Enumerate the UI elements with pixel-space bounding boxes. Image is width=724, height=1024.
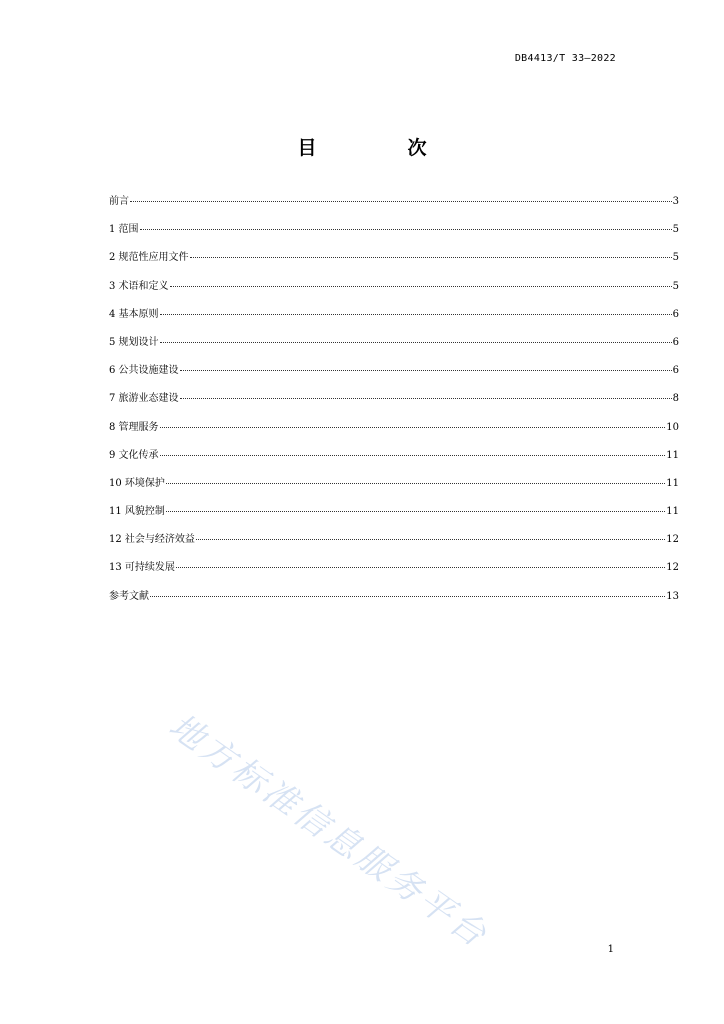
- toc-entry-page: 11: [666, 449, 679, 461]
- toc-entry-page: 5: [672, 252, 679, 264]
- toc-entry[interactable]: [109, 419, 679, 447]
- toc-entry-page: 3: [672, 196, 679, 207]
- toc-entry-label: 7 旅游业态建设: [109, 393, 179, 405]
- toc-entry[interactable]: [109, 249, 679, 277]
- toc-entry-label: 11 风貌控制: [109, 506, 165, 518]
- toc-entry[interactable]: [109, 221, 679, 249]
- toc-leader-dots: [140, 221, 672, 230]
- toc-entry[interactable]: [109, 390, 679, 418]
- toc-leader-dots: [166, 503, 665, 512]
- toc-entry-label: 5 规划设计: [109, 336, 159, 348]
- toc-leader-dots: [180, 390, 672, 399]
- toc-entry-page: 10: [666, 421, 679, 433]
- toc-entry-label: 13 可持续发展: [109, 562, 175, 574]
- toc-entry[interactable]: [109, 503, 679, 531]
- toc-entry-page: 5: [672, 280, 679, 292]
- toc-leader-dots: [196, 531, 665, 540]
- toc-entry-label: 9 文化传承: [109, 449, 159, 461]
- toc-leader-dots: [150, 588, 665, 597]
- toc-entry-page: 6: [672, 308, 679, 320]
- toc-entry-page: 13: [666, 590, 679, 602]
- toc-entry[interactable]: [109, 531, 679, 559]
- toc-entry-label: 前言: [109, 196, 129, 207]
- toc-leader-dots: [160, 306, 672, 315]
- table-of-contents: [109, 193, 679, 616]
- toc-entry-page: 12: [666, 534, 679, 546]
- toc-leader-dots: [130, 193, 672, 202]
- toc-entry-page: 12: [666, 562, 679, 574]
- toc-entry[interactable]: [109, 475, 679, 503]
- toc-entry-label: 8 管理服务: [109, 421, 159, 433]
- toc-entry[interactable]: [109, 278, 679, 306]
- toc-leader-dots: [166, 475, 665, 484]
- toc-leader-dots: [160, 419, 666, 428]
- toc-entry[interactable]: [109, 447, 679, 475]
- toc-leader-dots: [160, 334, 672, 343]
- toc-entry-page: 6: [672, 336, 679, 348]
- toc-entry[interactable]: [109, 362, 679, 390]
- toc-entry-label: 2 规范性应用文件: [109, 252, 189, 264]
- watermark: 地方标准信息服务平台: [161, 705, 496, 957]
- toc-entry-page: 8: [672, 393, 679, 405]
- toc-entry-label: 12 社会与经济效益: [109, 534, 195, 546]
- page-number: 1: [607, 944, 614, 955]
- toc-leader-dots: [176, 559, 665, 568]
- toc-entry-page: 5: [672, 224, 679, 236]
- toc-entry-label: 4 基本原则: [109, 308, 159, 320]
- toc-entry[interactable]: [109, 559, 679, 587]
- toc-entry[interactable]: [109, 193, 679, 221]
- toc-entry-label: 3 术语和定义: [109, 280, 169, 292]
- toc-title: 目 次: [297, 137, 463, 159]
- toc-entry[interactable]: [109, 334, 679, 362]
- toc-entry-page: 6: [672, 365, 679, 377]
- toc-entry[interactable]: [109, 306, 679, 334]
- toc-leader-dots: [180, 362, 672, 371]
- toc-entry[interactable]: [109, 588, 679, 616]
- toc-entry-label: 6 公共设施建设: [109, 365, 179, 377]
- toc-leader-dots: [190, 249, 672, 258]
- toc-entry-page: 11: [666, 506, 679, 518]
- toc-entry-label: 参考文献: [109, 590, 149, 602]
- document-code: DB4413/T 33—2022: [514, 53, 616, 64]
- toc-leader-dots: [160, 447, 666, 456]
- toc-entry-label: 1 范围: [109, 224, 139, 236]
- toc-entry-page: 11: [666, 477, 679, 489]
- toc-leader-dots: [170, 278, 672, 287]
- toc-entry-label: 10 环境保护: [109, 477, 165, 489]
